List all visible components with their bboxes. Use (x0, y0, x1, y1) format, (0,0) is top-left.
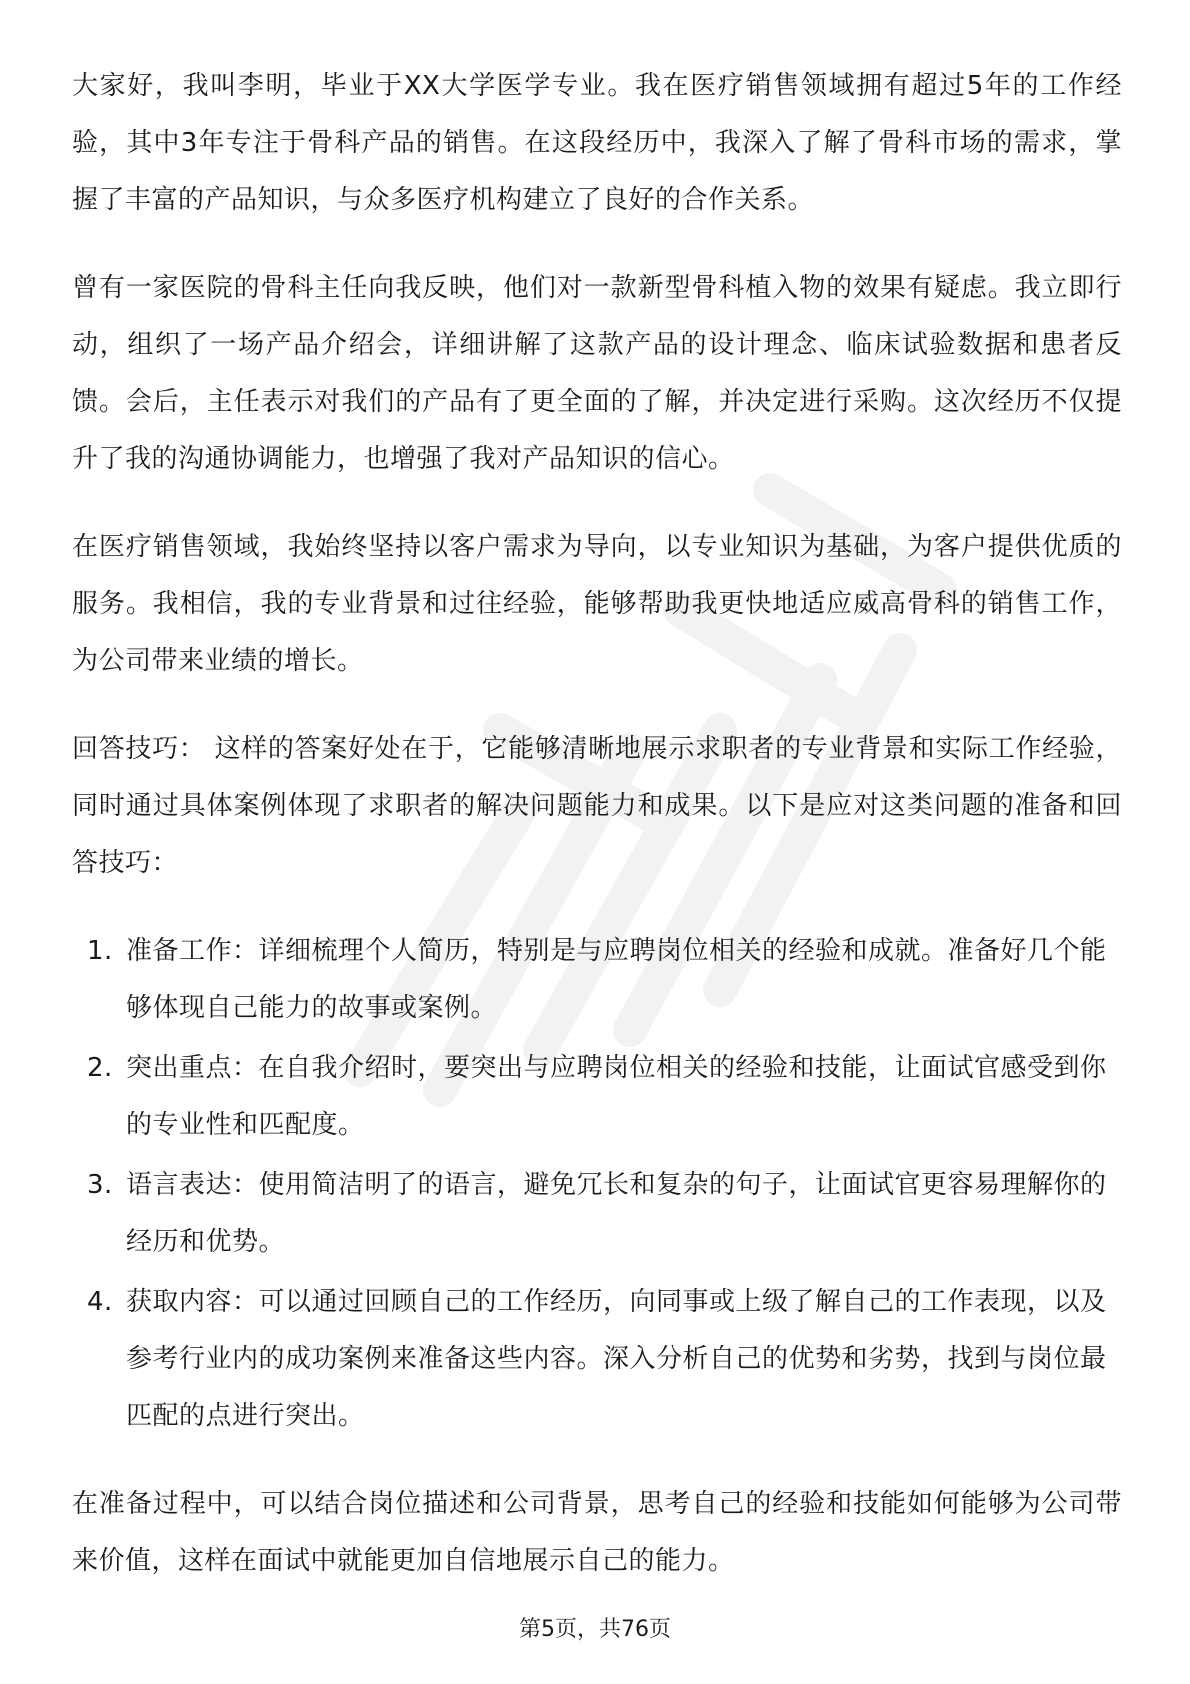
paragraph-intro: 大家好，我叫李明，毕业于XX大学医学专业。我在医疗销售领域拥有超过5年的工作经验，其中3年专注于骨科产品的销售。在这段经历中，我深入了解了骨科市场的需求，掌握了丰富的产品知识，与众多医疗机构建立了良好的合作关系。 (72, 71, 1122, 215)
list-item (72, 1157, 1122, 1271)
tips-list (72, 923, 1122, 1445)
list-item-text: 语言表达：使用简洁明了的语言，避免冗长和复杂的句子，让面试官更容易理解你的经历和优势。 (126, 1170, 1107, 1257)
list-item-text: 准备工作：详细梳理个人简历，特别是与应聘岗位相关的经验和成就。准备好几个能够体现自己能力的故事或案例。 (126, 936, 1107, 1023)
list-item-text: 获取内容：可以通过回顾自己的工作经历，向同事或上级了解自己的工作表现，以及参考行业内的成功案例来准备这些内容。深入分析自己的优势和劣势，找到与岗位最匹配的点进行突出。 (126, 1287, 1107, 1431)
paragraph-case: 曾有一家医院的骨科主任向我反映，他们对一款新型骨科植入物的效果有疑虑。我立即行动，组织了一场产品介绍会，详细讲解了这款产品的设计理念、临床试验数据和患者反馈。会后，主任表示对我们的产品有了更全面的了解，并决定进行采购。这次经历不仅提升了我的沟通协调能力，也增强了我对产品知识的信心。 (72, 273, 1122, 474)
list-item-number: 3. (87, 1170, 113, 1200)
paragraph-answer-tips: 回答技巧： 这样的答案好处在于，它能够清晰地展示求职者的专业背景和实际工作经验，同时通过具体案例体现了求职者的解决问题能力和成果。以下是应对这类问题的准备和回答技巧： (72, 734, 1122, 878)
list-item-text: 突出重点：在自我介绍时，要突出与应聘岗位相关的经验和技能，让面试官感受到你的专业性和匹配度。 (126, 1053, 1107, 1140)
list-item-number: 2. (87, 1053, 113, 1083)
page-number-footer: 第5页，共76页 (519, 1617, 671, 1642)
list-item-number: 1. (87, 936, 113, 966)
paragraph-conclusion: 在准备过程中，可以结合岗位描述和公司背景，思考自己的经验和技能如何能够为公司带来价值，这样在面试中就能更加自信地展示自己的能力。 (72, 1489, 1122, 1576)
list-item-number: 4. (87, 1287, 113, 1317)
list-item (72, 923, 1122, 1037)
list-item (72, 1274, 1122, 1445)
list-item (72, 1040, 1122, 1154)
paragraph-philosophy: 在医疗销售领域，我始终坚持以客户需求为导向，以专业知识为基础，为客户提供优质的服务。我相信，我的专业背景和过往经验，能够帮助我更快地适应威高骨科的销售工作，为公司带来业绩的增长。 (72, 532, 1122, 676)
document-body (72, 58, 1122, 1621)
